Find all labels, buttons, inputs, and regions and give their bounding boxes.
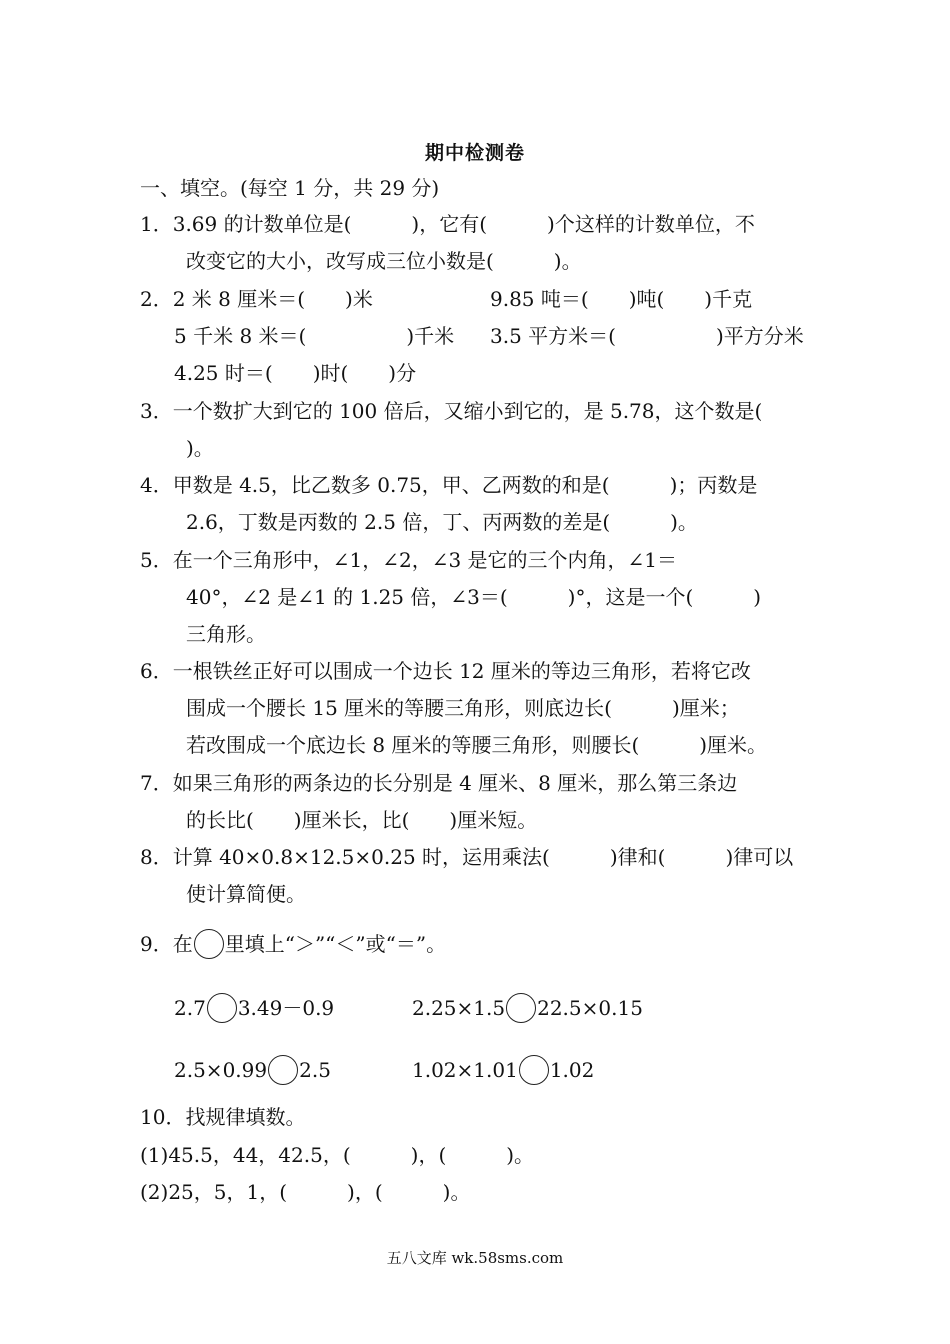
question-5-line-1: 5．在一个三角形中，∠1，∠2，∠3 是它的三个内角，∠1＝ bbox=[140, 548, 678, 572]
section-heading: 一、填空。(每空 1 分，共 29 分) bbox=[140, 176, 440, 200]
question-4-line-1: 4．甲数是 4.5，比乙数多 0.75，甲、乙两数的和是( )；丙数是 bbox=[140, 473, 758, 497]
question-2-item-a: 2．2 米 8 厘米＝( )米 bbox=[140, 287, 373, 311]
compare-circle-icon bbox=[194, 929, 224, 959]
comparison-1 bbox=[174, 993, 334, 1023]
comparison-4 bbox=[412, 1055, 594, 1085]
question-9-instruction bbox=[140, 929, 446, 959]
comparison-3-right: 2.5 bbox=[299, 1058, 331, 1082]
question-7-line-1: 7．如果三角形的两条边的长分别是 4 厘米、8 厘米，那么第三条边 bbox=[140, 771, 738, 795]
answer-circle-icon[interactable] bbox=[207, 993, 237, 1023]
comparison-4-left: 1.02×1.01 bbox=[412, 1058, 518, 1082]
comparison-2-right: 22.5×0.15 bbox=[537, 996, 643, 1020]
answer-circle-icon[interactable] bbox=[268, 1055, 298, 1085]
question-2-item-d: 3.5 平方米＝( )平方分米 bbox=[490, 324, 804, 348]
comparison-2 bbox=[412, 993, 643, 1023]
comparison-1-left: 2.7 bbox=[174, 996, 206, 1020]
comparison-3 bbox=[174, 1055, 331, 1085]
question-8-line-2: 使计算简便。 bbox=[186, 882, 306, 906]
question-2-item-e: 4.25 时＝( )时( )分 bbox=[174, 361, 417, 385]
question-9-prefix: 9．在 bbox=[140, 932, 193, 956]
question-2-item-b: 9.85 吨＝( )吨( )千克 bbox=[490, 287, 753, 311]
comparison-1-right: 3.49－0.9 bbox=[237, 996, 335, 1020]
answer-circle-icon[interactable] bbox=[506, 993, 536, 1023]
question-1-line-2: 改变它的大小，改写成三位小数是( )。 bbox=[186, 249, 582, 273]
comparison-2-left: 2.25×1.5 bbox=[412, 996, 506, 1020]
page-title: 期中检测卷 bbox=[424, 142, 525, 164]
question-7-line-2: 的长比( )厘米长，比( )厘米短。 bbox=[186, 808, 538, 832]
question-3-line-1: 3．一个数扩大到它的 100 倍后，又缩小到它的，是 5.78，这个数是( bbox=[140, 399, 763, 423]
question-10-heading: 10．找规律填数。 bbox=[140, 1105, 306, 1129]
comparison-4-right: 1.02 bbox=[549, 1058, 595, 1082]
question-3-line-2: )。 bbox=[186, 436, 214, 460]
question-5-line-2: 40°，∠2 是∠1 的 1.25 倍，∠3＝( )°，这是一个( ) bbox=[186, 585, 762, 609]
question-2-item-c: 5 千米 8 米＝( )千米 bbox=[174, 324, 455, 348]
page-footer: 五八文库 wk.58sms.com bbox=[386, 1249, 564, 1267]
question-9-suffix: 里填上“＞”“＜”或“＝”。 bbox=[224, 932, 447, 956]
question-8-line-1: 8．计算 40×0.8×12.5×0.25 时，运用乘法( )律和( )律可以 bbox=[140, 845, 794, 869]
question-10-part-1: (1)45.5，44，42.5，( )，( )。 bbox=[140, 1143, 535, 1167]
question-1-line-1: 1．3.69 的计数单位是( )，它有( )个这样的计数单位，不 bbox=[140, 212, 755, 236]
comparison-3-left: 2.5×0.99 bbox=[174, 1058, 268, 1082]
question-6-line-3: 若改围成一个底边长 8 厘米的等腰三角形，则腰长( )厘米。 bbox=[186, 733, 768, 757]
question-6-line-1: 6．一根铁丝正好可以围成一个边长 12 厘米的等边三角形，若将它改 bbox=[140, 659, 751, 683]
question-5-line-3: 三角形。 bbox=[186, 622, 266, 646]
question-4-line-2: 2.6，丁数是丙数的 2.5 倍，丁、丙两数的差是( )。 bbox=[186, 510, 698, 534]
question-10-part-2: (2)25，5，1，( )，( )。 bbox=[140, 1180, 471, 1204]
question-6-line-2: 围成一个腰长 15 厘米的等腰三角形，则底边长( )厘米； bbox=[186, 696, 740, 720]
answer-circle-icon[interactable] bbox=[519, 1055, 549, 1085]
